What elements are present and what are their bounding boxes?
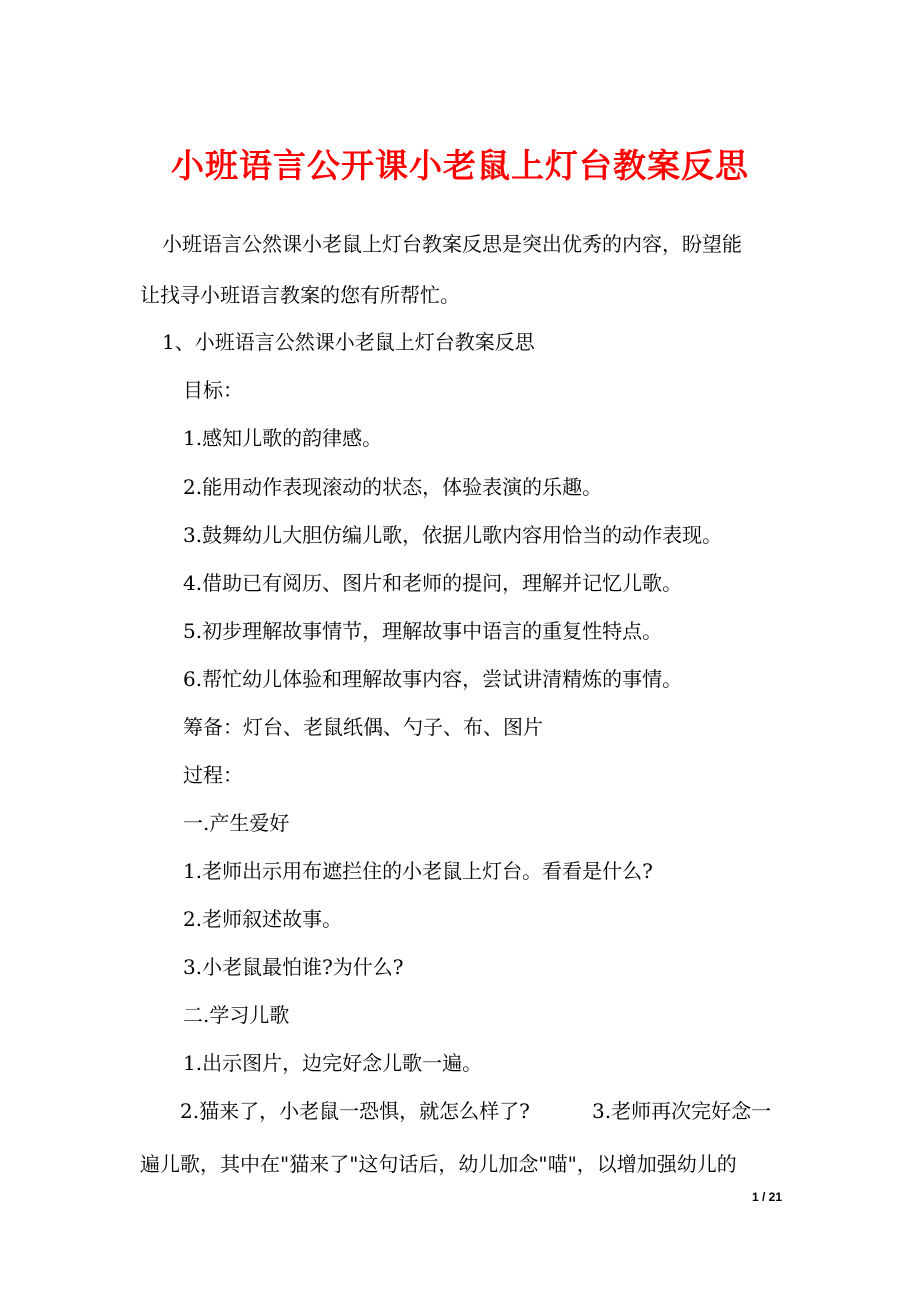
goal-item: 2.能用动作表现滚动的状态，体验表演的乐趣。	[183, 475, 603, 499]
goal-item: 3.鼓舞幼儿大胆仿编儿歌，依据儿歌内容用恰当的动作表现。	[183, 523, 723, 547]
part-2-step: 3.老师再次完好念一	[592, 1099, 772, 1123]
section-heading: 1、小班语言公然课小老鼠上灯台教案反思	[162, 330, 535, 354]
preparation-line: 筹备：灯台、老鼠纸偶、勺子、布、图片	[183, 715, 543, 739]
goal-item: 1.感知儿歌的韵律感。	[183, 426, 383, 450]
process-label: 过程：	[183, 763, 243, 787]
part-2-heading: 二.学习儿歌	[183, 1003, 290, 1027]
goal-item: 5.初步理解故事情节，理解故事中语言的重复性特点。	[183, 619, 663, 643]
part-1-step: 3.小老鼠最怕谁?为什么?	[183, 955, 404, 979]
part-2-step-continuation: 遍儿歌，其中在"猫来了"这句话后，幼儿加念"喵"，以增加强幼儿的	[140, 1152, 737, 1176]
goal-item: 6.帮忙幼儿体验和理解故事内容，尝试讲清精炼的事情。	[183, 667, 683, 691]
page-number: 1 / 21	[751, 1190, 782, 1204]
document-title: 小班语言公开课小老鼠上灯台教案反思	[171, 146, 749, 185]
part-2-step: 2.猫来了，小老鼠一恐惧，就怎么样了?	[180, 1099, 530, 1123]
part-1-step: 1.老师出示用布遮拦住的小老鼠上灯台。看看是什么?	[183, 859, 653, 883]
goal-item: 4.借助已有阅历、图片和老师的提问，理解并记忆儿歌。	[183, 571, 683, 595]
intro-line-2: 让找寻小班语言教案的您有所帮忙。	[140, 283, 460, 307]
part-1-heading: 一.产生爱好	[183, 811, 290, 835]
goals-label: 目标：	[183, 378, 243, 402]
part-1-step: 2.老师叙述故事。	[183, 907, 343, 931]
intro-line-1: 小班语言公然课小老鼠上灯台教案反思是突出优秀的内容，盼望能	[162, 232, 742, 256]
part-2-step: 1.出示图片，边完好念儿歌一遍。	[183, 1051, 483, 1075]
